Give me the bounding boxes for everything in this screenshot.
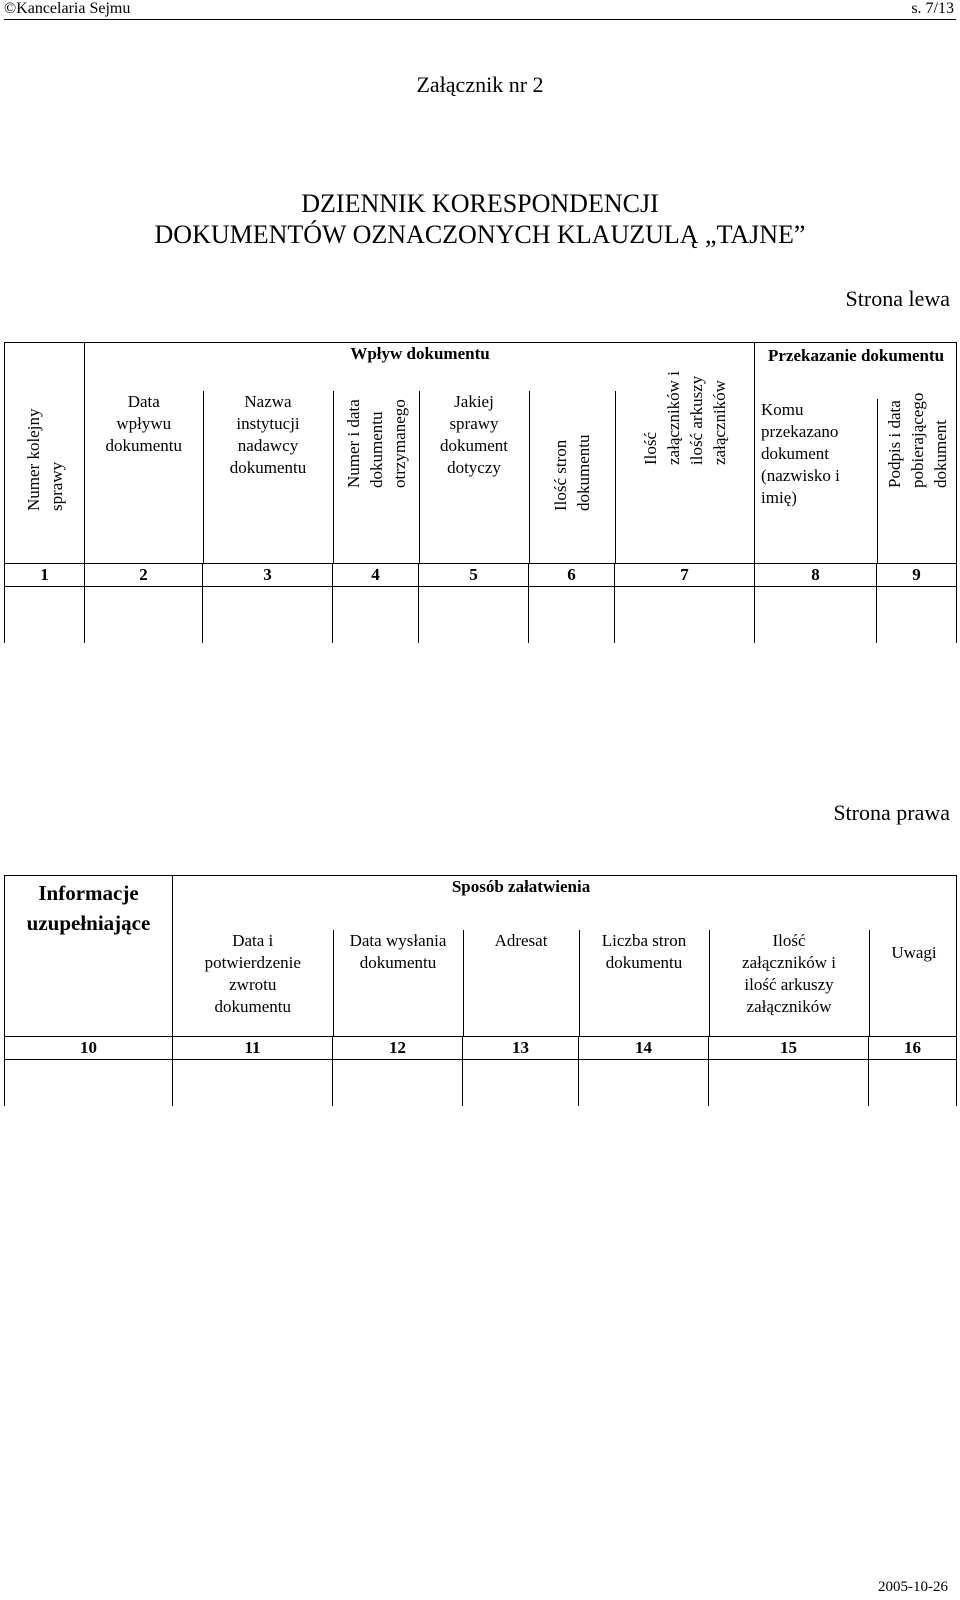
empty-cell [203, 587, 333, 643]
text-line: dokument [440, 436, 508, 455]
col-attachments-text [639, 371, 731, 465]
empty-cell [877, 587, 957, 643]
header-page-number: s. 7/13 [911, 0, 954, 17]
column-number: 15 [709, 1037, 869, 1060]
text-line: uzupełniające [26, 911, 151, 935]
text-line: Numer kolejny [23, 408, 43, 511]
inflow-group-title: Wpływ dokumentu [350, 344, 490, 363]
left-column-numbers [5, 564, 957, 587]
empty-cell [5, 587, 85, 643]
empty-cell [529, 587, 615, 643]
column-number: 1 [5, 564, 85, 587]
col-return-date-header [173, 930, 333, 1036]
text-line: otrzymanego [390, 399, 409, 488]
col-attachments-header-right [709, 930, 869, 1036]
text-line: załączników i [664, 371, 684, 465]
col-send-date-header [333, 930, 463, 1036]
col-case-number-text [22, 409, 68, 511]
column-number: 5 [419, 564, 529, 587]
text-line: Numer i data [344, 399, 363, 488]
text-line: Ilość [641, 431, 661, 465]
empty-cell [755, 587, 877, 643]
text-line: imię) [761, 488, 797, 507]
text-line: przekazano [761, 422, 839, 441]
col-received-number-text [342, 399, 411, 488]
header-divider [4, 19, 956, 20]
empty-cell [85, 587, 203, 643]
col-page-count-header-right [579, 930, 709, 1036]
text-line: dokumentu [367, 411, 386, 488]
text-line: dokument [761, 444, 830, 463]
text-line: dokumentu [229, 458, 307, 477]
text-line: Data wysłania [349, 931, 447, 950]
right-column-numbers [5, 1037, 957, 1060]
col-addressee-header [463, 930, 579, 1036]
text-line: dotyczy [447, 458, 501, 477]
text-line: zwrotu [229, 975, 277, 994]
transfer-group [755, 343, 957, 564]
text-line: Data [127, 392, 160, 411]
right-page-label: Strona prawa [833, 800, 950, 825]
handling-subtable [173, 876, 957, 1036]
text-line: pobierającego [908, 392, 928, 488]
column-number: 9 [877, 564, 957, 587]
empty-cell [615, 587, 755, 643]
col-recipient-header [755, 399, 877, 563]
column-number: 13 [463, 1037, 579, 1060]
text-line: załączników [746, 997, 832, 1016]
text-line: dokumentu [105, 436, 182, 455]
left-empty-row [5, 587, 957, 643]
column-number: 4 [333, 564, 419, 587]
text-line: Informacje [38, 881, 139, 905]
col-signature-text [883, 393, 952, 488]
text-line: Liczba stron [601, 931, 687, 950]
col-case-subject-header [419, 391, 529, 563]
inflow-group [85, 343, 755, 564]
text-line: dokumentu [574, 434, 593, 511]
text-line: Komu [761, 400, 804, 419]
handling-group-title: Sposób załatwienia [451, 877, 591, 896]
col-received-number-header [333, 391, 419, 563]
text-line: Adresat [494, 931, 548, 950]
empty-cell [709, 1060, 869, 1106]
text-line: Data i [232, 931, 274, 950]
col-case-number-header [5, 343, 85, 564]
text-line: załączników i [742, 953, 836, 972]
column-number: 11 [173, 1037, 333, 1060]
text-line: potwierdzenie [204, 953, 301, 972]
footer-date: 2005-10-26 [878, 1579, 948, 1595]
empty-cell [463, 1060, 579, 1106]
document-title-line-1: DZIENNIK KORESPONDENCJI [301, 189, 659, 218]
column-number: 3 [203, 564, 333, 587]
transfer-subtable [755, 343, 957, 563]
text-line: sprawy [46, 461, 66, 511]
text-line: ilość arkuszy [687, 375, 707, 465]
transfer-group-title: Przekazanie dokumentu [767, 346, 945, 365]
column-number: 6 [529, 564, 615, 587]
column-number: 8 [755, 564, 877, 587]
header-publisher: ©Kancelaria Sejmu [4, 0, 131, 17]
document-title-line-2: DOKUMENTÓW OZNACZONYCH KLAUZULĄ „TAJNE” [154, 220, 806, 249]
text-line: sprawy [449, 414, 499, 433]
column-number: 7 [615, 564, 755, 587]
attachment-title: Załącznik nr 2 [416, 72, 544, 97]
left-page-table [4, 342, 957, 643]
inflow-subtable [85, 343, 755, 563]
text-line: Podpis i data [885, 400, 905, 488]
left-page-label: Strona lewa [845, 286, 950, 311]
column-number: 16 [869, 1037, 957, 1060]
col-page-count-header [529, 391, 615, 563]
col-attachments-header [615, 371, 755, 563]
right-empty-row [5, 1060, 957, 1106]
text-line: wpływu [116, 414, 172, 433]
column-number: 14 [579, 1037, 709, 1060]
document-title [0, 188, 960, 250]
text-line: Ilość stron [551, 439, 570, 511]
text-line: Ilość [772, 931, 806, 950]
text-line: Nazwa [244, 392, 292, 411]
empty-cell [419, 587, 529, 643]
col-additional-info-header [5, 876, 173, 1037]
empty-cell [333, 587, 419, 643]
text-line: załączników [710, 380, 730, 465]
text-line: dokumentu [214, 997, 291, 1016]
text-line: nadawcy [237, 436, 299, 455]
col-signature-header [877, 392, 957, 563]
empty-cell [5, 1060, 173, 1106]
col-sender-name-header [203, 391, 333, 563]
right-page-table [4, 875, 957, 1106]
empty-cell [869, 876, 957, 930]
column-number: 12 [333, 1037, 463, 1060]
col-notes-header: Uwagi [891, 943, 937, 962]
empty-cell [333, 1060, 463, 1106]
text-line: (nazwisko i [761, 466, 840, 485]
col-page-count-text [549, 435, 595, 512]
column-number: 10 [5, 1037, 173, 1060]
empty-cell [173, 1060, 333, 1106]
empty-cell [579, 1060, 709, 1106]
handling-group [173, 876, 957, 1037]
text-line: dokumentu [359, 953, 437, 972]
text-line: ilość arkuszy [744, 975, 834, 994]
text-line: dokument [931, 420, 951, 488]
empty-cell [869, 1060, 957, 1106]
text-line: dokumentu [605, 953, 683, 972]
column-number: 2 [85, 564, 203, 587]
text-line: Jakiej [454, 392, 494, 411]
col-receipt-date-header [85, 391, 203, 563]
text-line: instytucji [236, 414, 300, 433]
